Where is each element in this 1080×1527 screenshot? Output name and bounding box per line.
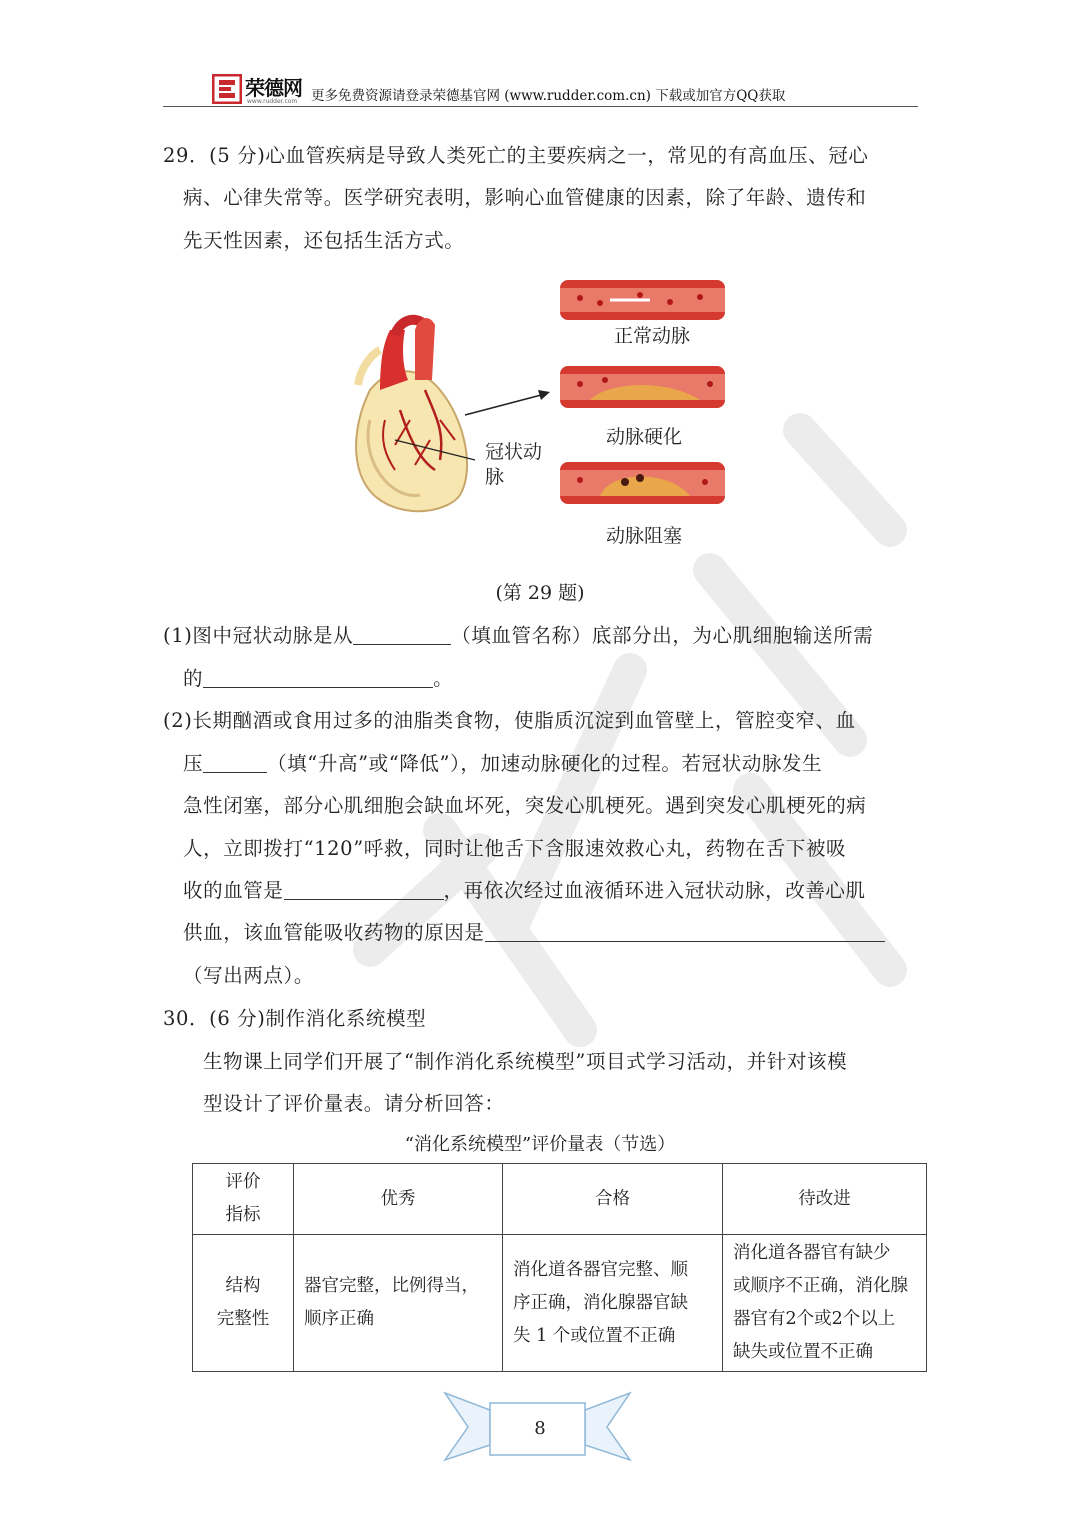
header-divider	[163, 106, 918, 107]
logo-text: 荣德网	[245, 76, 302, 100]
label-blocked: 动脉阻塞	[606, 525, 683, 547]
answer-blank-vessel-absorb[interactable]	[284, 879, 444, 900]
header-index	[193, 1164, 294, 1235]
q29-part1-line2	[183, 663, 453, 691]
row-excellent-line2: 顺序正确	[304, 1309, 374, 1329]
header-index-line1: 评价	[225, 1172, 261, 1192]
q29-p2-l6: 供血，该血管能吸收药物的原因是	[183, 921, 485, 944]
q29-part2-line7: （写出两点）。	[183, 964, 314, 987]
q30-title: 30．(6 分)制作消化系统模型	[163, 1007, 427, 1030]
page-number: 8	[534, 1418, 546, 1439]
heart-illustration	[356, 318, 475, 511]
label-sclerosis: 动脉硬化	[606, 426, 683, 448]
label-normal-artery: 正常动脉	[614, 325, 691, 347]
q29-part2-line4: 人，立即拨打“120”呼救，同时让他舌下含服速效救心丸，药物在舌下被吸	[183, 837, 847, 860]
row-pass-line3: 失 1 个或位置不正确	[513, 1325, 676, 1346]
row-improve	[723, 1235, 927, 1372]
figure-caption: (第 29 题)	[495, 582, 585, 604]
label-coronary-2: 脉	[485, 466, 505, 488]
q29-intro-line-2: 病、心律失常等。医学研究表明，影响心血管健康的因素，除了年龄、遗传和	[183, 186, 867, 209]
heart-artery-figure	[340, 270, 740, 560]
row-excellent	[294, 1235, 503, 1372]
row-improve-line2: 或顺序不正确，消化腺	[733, 1276, 908, 1296]
q29-p1-b: （填血管名称）底部分出，为心肌细胞输送所需	[451, 624, 874, 647]
q29-part2-line6	[183, 917, 885, 945]
q29-intro-line-1: 29．(5 分)心血管疾病是导致人类死亡的主要疾病之一，常见的有高血压、冠心	[163, 144, 869, 167]
table-header-row	[193, 1164, 927, 1235]
row-improve-line3: 器官有2个或2个以上	[733, 1309, 896, 1329]
row-pass-line2: 序正确，消化腺器官缺	[513, 1292, 688, 1313]
q29-part2-line5	[183, 875, 866, 903]
artery-blocked	[560, 462, 725, 504]
answer-blank-reasons[interactable]	[485, 921, 885, 942]
rubric-table	[192, 1163, 927, 1372]
answer-blank-vessel[interactable]	[353, 624, 451, 645]
artery-sclerosis	[560, 366, 725, 408]
header-improve: 待改进	[723, 1164, 927, 1235]
q29-p2-l5a: 收的血管是	[183, 879, 284, 902]
q29-p2-l2b: （填“升高”或“降低”），加速动脉硬化的过程。若冠状动脉发生	[267, 752, 823, 775]
table-title: “消化系统模型”评价量表（节选）	[404, 1134, 676, 1155]
row-index	[193, 1235, 294, 1372]
q29-p1-c: 的	[183, 667, 204, 690]
row-improve-line4: 缺失或位置不正确	[733, 1342, 873, 1362]
label-coronary-1: 冠状动	[485, 441, 543, 463]
q29-part1-line1	[163, 620, 873, 648]
header-notice: 更多免费资源请登录荣德基官网 (www.rudder.com.cn) 下载或加官方QQ获取	[311, 88, 786, 104]
q29-part2-line2	[183, 748, 822, 776]
header-excellent: 优秀	[294, 1164, 503, 1235]
pointer-arrow	[465, 394, 545, 415]
q29-p1-a: (1)图中冠状动脉是从	[163, 624, 354, 647]
q29-part2-line3: 急性闭塞，部分心肌细胞会缺血坏死，突发心肌梗死。遇到突发心肌梗死的病	[183, 794, 867, 817]
table-row	[193, 1235, 927, 1372]
q29-intro-line-3: 先天性因素，还包括生活方式。	[183, 229, 465, 252]
row-index-line1: 结构	[225, 1276, 261, 1296]
artery-normal	[560, 280, 725, 320]
row-pass	[503, 1235, 723, 1372]
row-index-line2: 完整性	[216, 1309, 270, 1329]
logo-icon	[212, 74, 242, 104]
answer-blank-pressure[interactable]	[203, 752, 267, 773]
answer-blank-supply[interactable]	[203, 667, 433, 688]
q29-p2-l5b: ，再依次经过血液循环进入冠状动脉，改善心肌	[443, 879, 866, 902]
header-index-line2: 指标	[225, 1205, 261, 1225]
row-pass-line1: 消化道各器官完整、顺	[513, 1259, 688, 1280]
q30-line2: 型设计了评价量表。请分析回答：	[203, 1092, 505, 1115]
q30-line1: 生物课上同学们开展了“制作消化系统模型”项目式学习活动，并针对该模	[203, 1050, 848, 1073]
row-excellent-line1: 器官完整，比例得当，	[304, 1276, 479, 1296]
q29-p2-l2a: 压	[183, 752, 204, 775]
row-improve-line1: 消化道各器官有缺少	[733, 1243, 891, 1263]
q29-p1-d: 。	[433, 667, 454, 690]
q29-part2-line1: (2)长期酗酒或食用过多的油脂类食物，使脂质沉淀到血管壁上，管腔变窄、血	[163, 709, 856, 732]
header-pass: 合格	[503, 1164, 723, 1235]
logo-url: www.rudder.com	[247, 98, 298, 105]
